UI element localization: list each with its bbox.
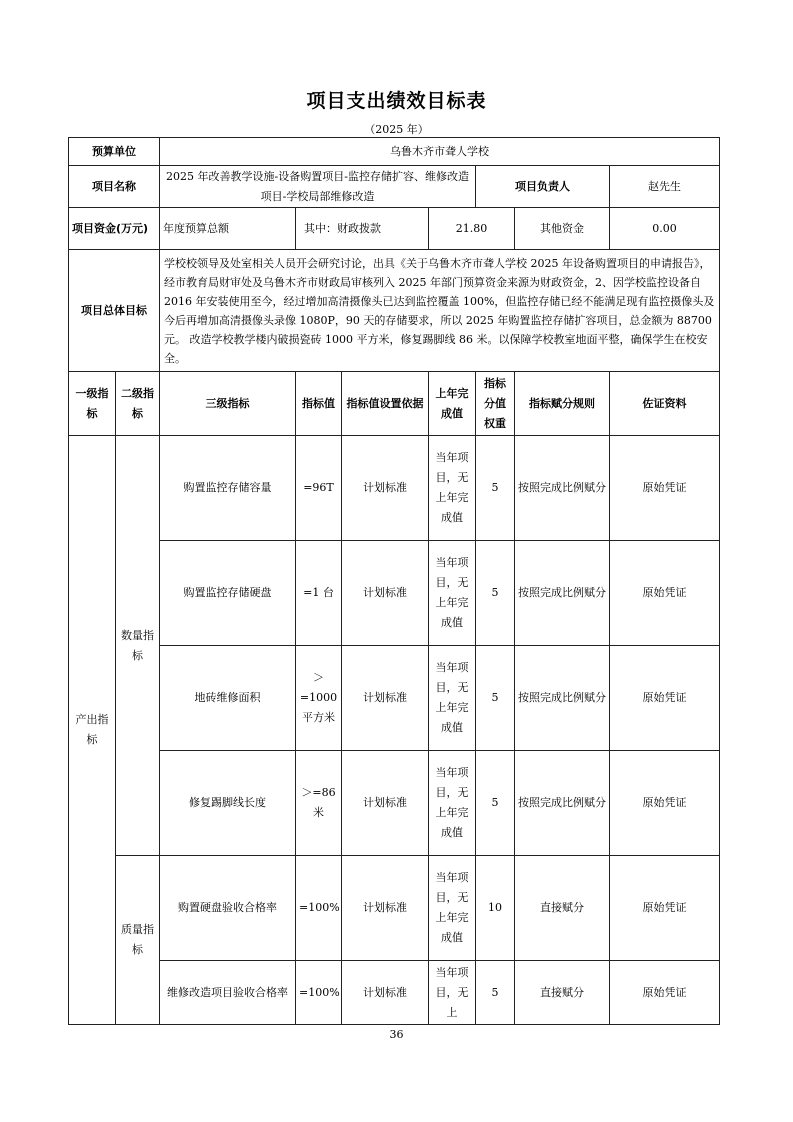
- indicator-last-year: 当年项目，无上年完成值: [429, 751, 476, 856]
- indicator-last-year: 当年项目，无上年完成值: [429, 541, 476, 646]
- indicator-rule: 直接赋分: [515, 856, 610, 961]
- project-name-label: 项目名称: [69, 166, 160, 208]
- indicator-basis: 计划标准: [342, 436, 429, 541]
- fiscal-label: 其中：财政拨款: [296, 208, 429, 250]
- goal-label: 项目总体目标: [69, 250, 160, 372]
- indicator-rule: 按照完成比例赋分: [515, 541, 610, 646]
- indicator-name: 购置硬盘验收合格率: [160, 856, 296, 961]
- indicator-last-year: 当年项目，无上年完成值: [429, 436, 476, 541]
- indicator-weight: 5: [476, 751, 515, 856]
- indicator-evidence: 原始凭证: [610, 541, 720, 646]
- page-number: 36: [389, 1028, 404, 1041]
- col-level1: 一级指标: [69, 372, 116, 436]
- col-basis: 指标值设置依据: [342, 372, 429, 436]
- table-row: [69, 856, 720, 961]
- budget-unit-row: [69, 138, 720, 166]
- goal-text: 学校校领导及处室相关人员开会研究讨论，出具《关于乌鲁木齐市聋人学校 2025 年设备购置项目的申请报告》，经市教育局财审处及乌鲁木齐市财政局审核列入 2025 年部门预算资金来源为财政资金，2、因学校监控设备自 2016 年安装使用至今，经过增加高清摄像头已达到监控覆盖 100%，但监控存储已经不能满足现有监控摄像头及今后再增加高清摄像头录像 1080P，90 天的存储要求，所以 2025 年购置监控存储扩容项目，总金额为 88700 元。 改造学校教学楼内破损瓷砖 1000 平方米，修复踢脚线 86 米。以保障学校教室地面平整，确保学生在校安全。: [160, 250, 720, 372]
- indicator-weight: 5: [476, 646, 515, 751]
- col-level3: 三级指标: [160, 372, 296, 436]
- table-row: [69, 751, 720, 856]
- col-last-year: 上年完成值: [429, 372, 476, 436]
- group-output: 产出指标: [69, 436, 116, 1025]
- indicator-evidence: 原始凭证: [610, 646, 720, 751]
- indicator-evidence: 原始凭证: [610, 961, 720, 1025]
- indicator-value: =1 台: [296, 541, 342, 646]
- fiscal-value: 21.80: [429, 208, 515, 250]
- indicator-rule: 按照完成比例赋分: [515, 751, 610, 856]
- indicator-name: 修复踢脚线长度: [160, 751, 296, 856]
- indicator-name: 维修改造项目验收合格率: [160, 961, 296, 1025]
- indicator-basis: 计划标准: [342, 646, 429, 751]
- indicator-evidence: 原始凭证: [610, 856, 720, 961]
- col-level2: 二级指标: [116, 372, 160, 436]
- table-row: [69, 961, 720, 1025]
- table-row: [69, 646, 720, 751]
- other-funds-value: 0.00: [610, 208, 720, 250]
- group-quantity: 数量指标: [116, 436, 160, 856]
- col-evidence: 佐证资料: [610, 372, 720, 436]
- indicator-weight: 10: [476, 856, 515, 961]
- indicator-weight: 5: [476, 961, 515, 1025]
- indicator-value: ＞=86 米: [296, 751, 342, 856]
- annual-budget-label: 年度预算总额: [160, 208, 296, 250]
- column-header-row: [69, 372, 720, 436]
- budget-unit-label: 预算单位: [69, 138, 160, 166]
- funds-label: 项目资金(万元): [69, 208, 160, 250]
- indicator-basis: 计划标准: [342, 541, 429, 646]
- indicator-name: 购置监控存储容量: [160, 436, 296, 541]
- indicator-rule: 按照完成比例赋分: [515, 436, 610, 541]
- indicator-basis: 计划标准: [342, 751, 429, 856]
- year-label: （2025 年）: [364, 123, 429, 136]
- goal-row: [69, 250, 720, 372]
- indicator-value: ＞=1000 平方米: [296, 646, 342, 751]
- indicator-weight: 5: [476, 436, 515, 541]
- indicator-value: =100%: [296, 961, 342, 1025]
- indicator-value: =100%: [296, 856, 342, 961]
- indicator-rule: 直接赋分: [515, 961, 610, 1025]
- indicator-basis: 计划标准: [342, 856, 429, 961]
- project-lead-value: 赵先生: [610, 166, 720, 208]
- indicator-value: =96T: [296, 436, 342, 541]
- col-weight: 指标分值权重: [476, 372, 515, 436]
- funds-row: [69, 208, 720, 250]
- group-quality: 质量指标: [116, 856, 160, 1025]
- other-funds-label: 其他资金: [515, 208, 610, 250]
- indicator-name: 购置监控存储硬盘: [160, 541, 296, 646]
- page-title: 项目支出绩效目标表: [306, 90, 487, 112]
- indicator-evidence: 原始凭证: [610, 751, 720, 856]
- indicator-last-year: 当年项目，无上年完成值: [429, 646, 476, 751]
- table-row: [69, 436, 720, 541]
- indicator-rule: 按照完成比例赋分: [515, 646, 610, 751]
- indicator-last-year: 当年项目，无上: [429, 961, 476, 1025]
- project-name-row: [69, 166, 720, 208]
- indicator-last-year: 当年项目，无上年完成值: [429, 856, 476, 961]
- indicator-weight: 5: [476, 541, 515, 646]
- indicator-basis: 计划标准: [342, 961, 429, 1025]
- table-row: [69, 541, 720, 646]
- project-name-value: 2025 年改善教学设施-设备购置项目-监控存储扩容、维修改造项目-学校局部维修改造: [160, 166, 476, 208]
- performance-table: [68, 137, 720, 1025]
- indicator-evidence: 原始凭证: [610, 436, 720, 541]
- indicator-name: 地砖维修面积: [160, 646, 296, 751]
- budget-unit-value: 乌鲁木齐市聋人学校: [160, 138, 720, 166]
- col-rule: 指标赋分规则: [515, 372, 610, 436]
- col-value: 指标值: [296, 372, 342, 436]
- project-lead-label: 项目负责人: [476, 166, 610, 208]
